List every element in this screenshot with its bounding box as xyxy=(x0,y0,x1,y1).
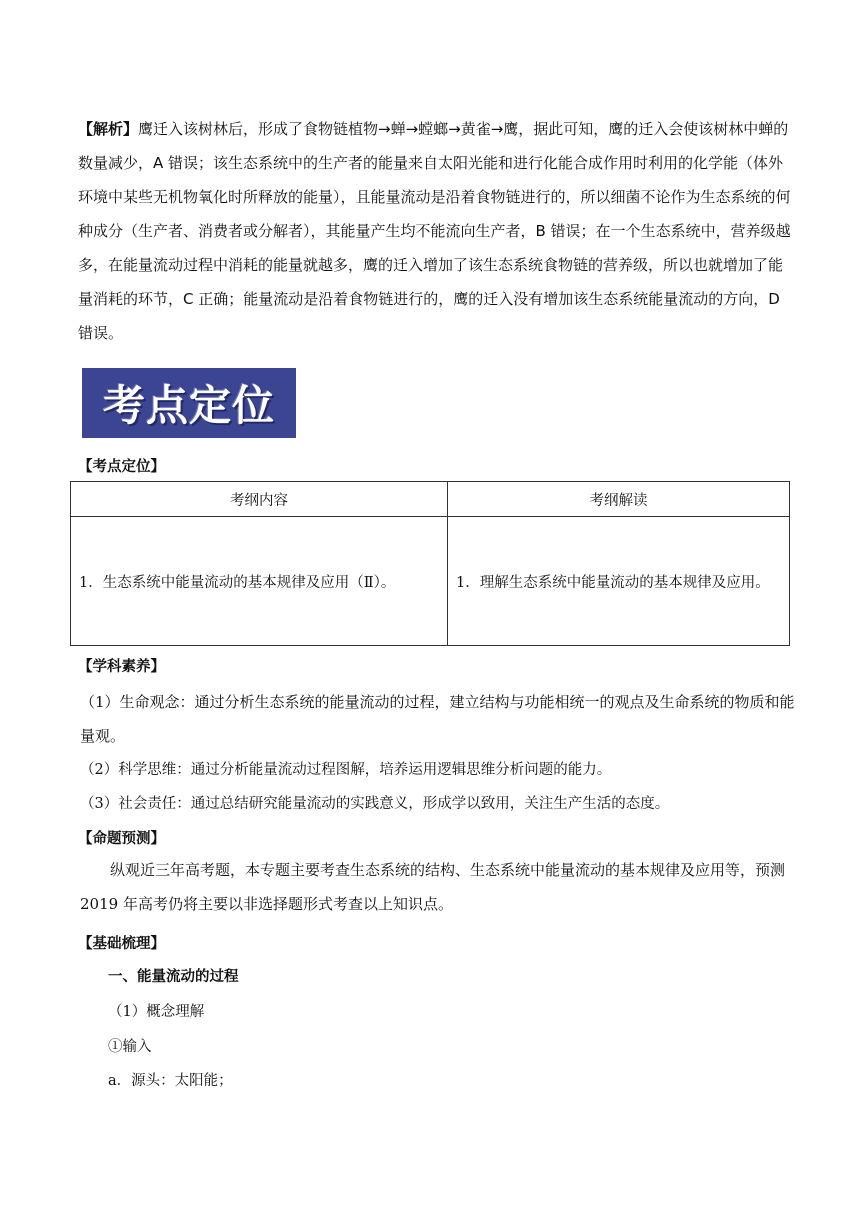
prediction-heading: 【命题预测】 xyxy=(78,831,165,847)
table-header: 考纲内容 xyxy=(71,482,448,517)
literacy-heading: 【学科素养】 xyxy=(78,659,165,675)
list-item: a．源头：太阳能； xyxy=(108,1073,233,1089)
literacy-item: （3）社会责任：通过总结研究能量流动的实践意义，形成学以致用，关注生产生活的态度。 xyxy=(80,796,670,812)
subsection-title: （1）概念理解 xyxy=(108,1004,205,1020)
basics-heading: 【基础梳理】 xyxy=(78,936,165,952)
literacy-item: （2）科学思维：通过分析能量流动过程图解，培养运用逻辑思维分析问题的能力。 xyxy=(80,762,612,778)
table-row xyxy=(71,517,790,646)
table-cell: 1．生态系统中能量流动的基本规律及应用（Ⅱ）。 xyxy=(71,517,448,646)
point-label: ①输入 xyxy=(108,1039,152,1055)
table-header-row xyxy=(71,482,790,517)
table-cell: 1．理解生态系统中能量流动的基本规律及应用。 xyxy=(448,517,790,646)
section-title: 一、能量流动的过程 xyxy=(108,969,239,985)
literacy-item: （1）生命观念：通过分析生态系统的能量流动的过程，建立结构与功能相统一的观点及生命系统的物质和能量观。 xyxy=(80,693,795,745)
analysis-label: 【解析】 xyxy=(78,120,139,138)
analysis-paragraph xyxy=(78,112,794,350)
exam-point-banner xyxy=(82,368,296,438)
banner-text: 考点定位 xyxy=(102,381,275,430)
prediction-text: 纵观近三年高考题，本专题主要考查生态系统的结构、生态系统中能量流动的基本规律及应用等，预测 2019 年高考仍将主要以非选择题形式考查以上知识点。 xyxy=(80,861,786,913)
table-header: 考纲解读 xyxy=(448,482,790,517)
exam-point-heading: 【考点定位】 xyxy=(78,459,165,475)
analysis-text: 鹰迁入该树林后，形成了食物链植物→蝉→螳螂→黄雀→鹰，据此可知，鹰的迁入会使该树林中蝉的数量减少，A 错误；该生态系统中的生产者的能量来自太阳光能和进行化能合成作用时利用的化学能（体外环境中某些无机物氧化时所释放的能量），且能量流动是沿着食物链进行的，所以细菌不论作为生态系统的何种成分（生产者、消费者或分解者），其能量产生均不能流向生产者，B 错误；在一个生态系统中，营养级越多，在能量流动过程中消耗的能量就越多，鹰的迁入增加了该生态系统食物链的营养级，所以也就增加了能量消耗的环节，C 正确；能量流动是沿着食物链进行的，鹰的迁入没有增加该生态系统能量流动的方向，D 错误。 xyxy=(78,120,791,342)
exam-point-table xyxy=(70,481,790,646)
